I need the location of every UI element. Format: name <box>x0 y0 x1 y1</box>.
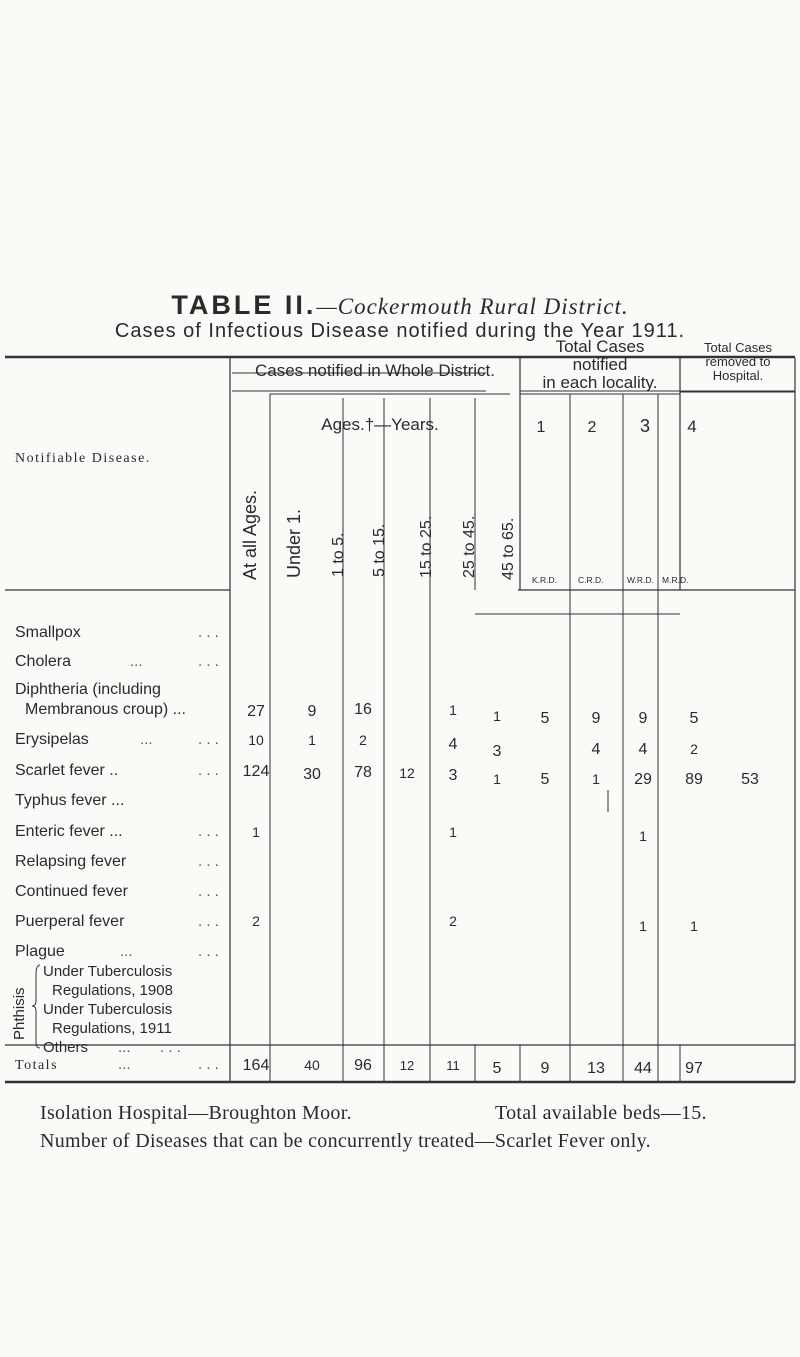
diphtheria-mrd: 5 <box>689 710 699 727</box>
erysipelas-mrd: 2 <box>690 741 698 757</box>
footer-note: Number of Diseases that can be concurrently treated—Scarlet Fever only. <box>40 1130 651 1152</box>
header-removed-line1: Total Cases <box>704 340 772 355</box>
svg-text:...: ... <box>140 731 153 748</box>
scarlet-crd: 1 <box>592 771 600 787</box>
phthisis-1911-line1: Under Tuberculosis <box>43 1001 173 1018</box>
enteric-wrd: 1 <box>639 828 647 844</box>
phthisis-1911-line2: Regulations, 1911 <box>52 1020 172 1037</box>
header-localities-line1: Total Cases <box>555 337 645 356</box>
header-age-1-5: 1 to 5. <box>330 532 347 577</box>
svg-text:...: ... <box>118 1056 131 1073</box>
disease-puerperal-fever: Puerperal fever <box>15 913 125 930</box>
header-disease: Notifiable Disease. <box>15 451 151 466</box>
erysipelas-all-ages: 10 <box>248 732 264 748</box>
header-ages-group: Ages.†—Years. <box>321 415 439 434</box>
scarlet-wrd: 29 <box>634 771 652 788</box>
diphtheria-crd: 9 <box>591 710 601 727</box>
enteric-all-ages: 1 <box>252 824 260 840</box>
totals-label: Totals <box>15 1058 59 1073</box>
header-age-under-1: Under 1. <box>284 508 304 578</box>
table-title-prefix: TABLE II. <box>171 290 317 320</box>
totals-wrd: 44 <box>634 1060 652 1077</box>
svg-text:...: ... <box>120 943 133 960</box>
disease-plague: Plague <box>15 943 65 960</box>
puerperal-all-ages: 2 <box>252 913 260 929</box>
disease-cholera: Cholera <box>15 653 72 670</box>
svg-text:. . .: . . . <box>198 653 219 670</box>
diphtheria-wrd: 9 <box>638 710 648 727</box>
svg-text:. . .: . . . <box>198 762 219 779</box>
scarlet-5-15: 78 <box>354 764 372 781</box>
totals-15-25: 12 <box>399 1058 415 1073</box>
erysipelas-5-15: 2 <box>359 732 367 748</box>
header-code-krd: K.R.D. <box>532 575 558 585</box>
totals-mrd: 97 <box>685 1060 703 1077</box>
header-age-45-65: 45 to 65. <box>500 517 517 580</box>
scarlet-45-65: 1 <box>493 771 501 787</box>
header-code-crd: C.R.D. <box>578 575 604 585</box>
diphtheria-all-ages: 27 <box>247 703 265 720</box>
totals-1-5: 40 <box>304 1057 320 1073</box>
svg-text:. . .: . . . <box>198 913 219 930</box>
erysipelas-45-65: 3 <box>492 743 502 760</box>
header-age-25-45: 25 to 45. <box>461 515 478 578</box>
diphtheria-25-45: 1 <box>449 702 457 718</box>
header-age-15-25: 15 to 25. <box>418 515 435 578</box>
scarlet-25-45: 3 <box>448 767 458 784</box>
footer-beds: Total available beds—15. <box>495 1102 707 1124</box>
header-code-mrd: M.R.D. <box>662 575 689 585</box>
header-locality-3: 3 <box>639 416 651 436</box>
diphtheria-krd: 5 <box>540 710 550 727</box>
disease-diphtheria-line2: Membranous croup) ... <box>25 701 186 718</box>
disease-relapsing-fever: Relapsing fever <box>15 853 127 870</box>
scarlet-krd: 5 <box>540 771 550 788</box>
scarlet-all-ages: 124 <box>242 763 270 780</box>
svg-text:. . .: . . . <box>198 624 219 641</box>
header-age-5-15: 5 to 15. <box>371 523 388 577</box>
header-localities-line2: notified <box>572 355 628 374</box>
disease-diphtheria-line1: Diphtheria (including <box>15 681 161 698</box>
totals-25-45: 11 <box>446 1058 460 1073</box>
header-code-wrd: W.R.D. <box>627 575 654 585</box>
header-whole-district: Cases notified in Whole District. <box>255 361 495 380</box>
footer-hospital: Isolation Hospital—Broughton Moor. <box>40 1102 352 1124</box>
phthisis-1908-line2: Regulations, 1908 <box>52 982 173 999</box>
header-localities-line3: in each locality. <box>542 373 658 392</box>
erysipelas-25-45: 4 <box>448 736 458 753</box>
erysipelas-crd: 4 <box>591 741 601 758</box>
diphtheria-5-15: 16 <box>354 701 372 718</box>
svg-text:. . .: . . . <box>198 883 219 900</box>
svg-text:. . .: . . . <box>198 731 219 748</box>
disease-typhus-fever: Typhus fever ... <box>15 792 125 809</box>
svg-text:. . .: . . . <box>198 943 219 960</box>
erysipelas-wrd: 4 <box>638 741 648 758</box>
totals-45-65: 5 <box>492 1060 502 1077</box>
table-title-district: —Cockermouth Rural District. <box>316 294 629 319</box>
totals-crd: 13 <box>587 1060 605 1077</box>
diphtheria-1-5: 9 <box>307 703 317 720</box>
puerperal-mrd: 1 <box>690 918 698 934</box>
totals-all-ages: 164 <box>242 1057 270 1074</box>
puerperal-wrd: 1 <box>639 918 647 934</box>
svg-text:. . .: . . . <box>198 1056 219 1073</box>
disease-continued-fever: Continued fever <box>15 883 128 900</box>
erysipelas-1-5: 1 <box>308 732 316 748</box>
disease-enteric-fever: Enteric fever ... <box>15 823 123 840</box>
phthisis-1908-line1: Under Tuberculosis <box>43 963 173 980</box>
header-locality-4: 4 <box>687 417 697 436</box>
svg-text:...: ... <box>118 1039 131 1056</box>
totals-krd: 9 <box>540 1060 550 1077</box>
scarlet-removed: 53 <box>741 771 759 788</box>
header-removed-line3: Hospital. <box>712 368 764 383</box>
footer-line-1 <box>40 1102 780 1125</box>
phthisis-label: Phthisis <box>11 987 28 1040</box>
header-locality-1: 1 <box>536 419 546 436</box>
phthisis-others: Others <box>43 1039 89 1056</box>
table-subtitle: Cases of Infectious Disease notified during the Year 1911. <box>114 320 686 342</box>
diphtheria-45-65: 1 <box>493 708 501 724</box>
scarlet-mrd: 89 <box>685 771 703 788</box>
disease-scarlet-fever: Scarlet fever .. <box>15 762 119 779</box>
scarlet-1-5: 30 <box>303 766 321 783</box>
phthisis-brace <box>32 965 40 1048</box>
header-removed-line2: removed to <box>705 354 771 369</box>
svg-text:. . .: . . . <box>160 1039 181 1056</box>
enteric-25-45: 1 <box>449 824 457 840</box>
scarlet-15-25: 12 <box>399 765 415 781</box>
disease-erysipelas: Erysipelas <box>15 731 89 748</box>
disease-smallpox: Smallpox <box>15 624 81 641</box>
header-all-ages: At all Ages. <box>240 489 260 580</box>
svg-text:...: ... <box>130 653 143 670</box>
header-locality-2: 2 <box>587 419 597 436</box>
svg-text:. . .: . . . <box>198 823 219 840</box>
svg-text:. . .: . . . <box>198 853 219 870</box>
puerperal-25-45: 2 <box>449 913 457 929</box>
totals-5-15: 96 <box>354 1057 372 1074</box>
